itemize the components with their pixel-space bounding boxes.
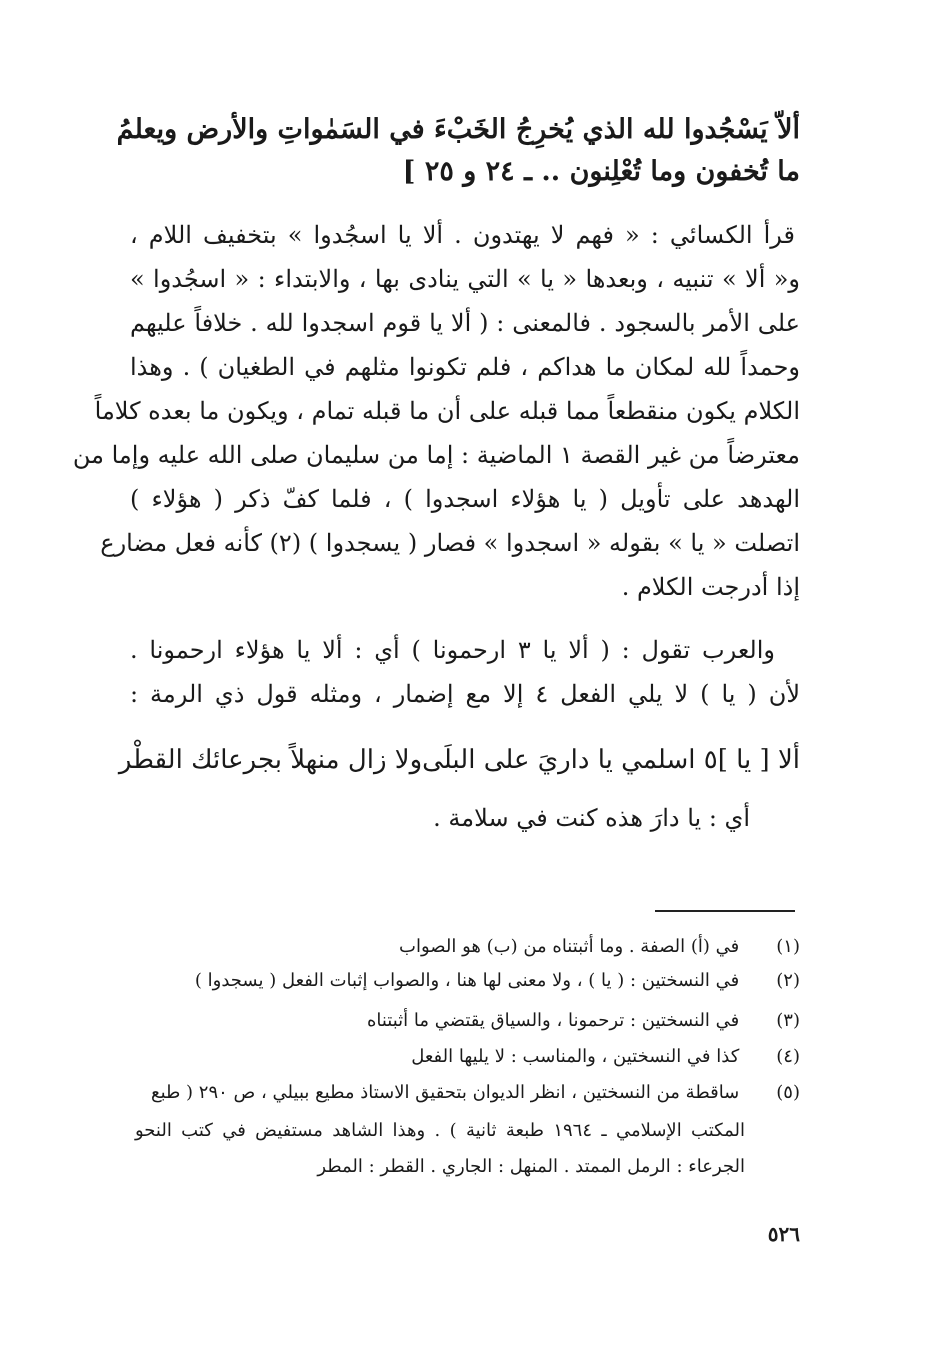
footnote-4 <box>135 1042 800 1072</box>
paragraph-line: على الأمر بالسجود . فالمعنى : ( ألا يا قوم اسجدوا لله . خلافاً عليهم <box>130 309 800 337</box>
footnote-number: (٢) <box>776 970 800 991</box>
footnote-5 <box>135 1078 800 1108</box>
paragraph-line: وحمداً لله لمكان ما هداكم ، فلم تكونوا مثلهم في الطغيان ) . وهذا <box>130 353 800 381</box>
footnote-1 <box>135 932 800 962</box>
paragraph-line: قرأ الكسائي : « فهم لا يهتدون . ألا يا اسجُدوا » بتخفيف اللام ، <box>130 221 795 249</box>
page-number: ٥٢٦ <box>767 1222 800 1246</box>
paragraph-line: الهدهد على تأويل ( يا هؤلاء اسجدوا ) ، فلما كفّ ذكر ( هؤلاء ) <box>130 485 800 513</box>
paragraph-line: اتصلت « يا » بقوله « اسجدوا » فصار ( يسجدوا ) (٢) كأنه فعل مضارع <box>100 529 800 557</box>
paragraph-line: إذا أدرجت الكلام . <box>621 573 800 601</box>
paragraph-line: الكلام يكون منقطعاً مما قبله على أن ما قبله تمام ، ويكون ما بعده كلاماً <box>94 397 800 425</box>
footnote-5-continuation: المكتب الإسلامي ـ ١٩٦٤ طبعة ثانية ) . وهذا الشاهد مستفيض في كتب النحو <box>135 1120 745 1141</box>
footnote-text: ساقطة من النسختين ، انظر الديوان بتحقيق الاستاذ مطيع ببيلي ، ص ٢٩٠ ( طبع <box>150 1082 740 1103</box>
quran-verse-line-1: ألاّ يَسْجُدوا لله الذي يُخرِجُ الخَبْءَ في السَمٰواتِ والأرض ويعلمُ <box>116 114 800 145</box>
footnote-text: كذا في النسختين ، والمناسب : لا يليها الفعل <box>411 1046 740 1067</box>
footnote-text: في (أ) الصفة . وما أثبتناه من (ب) هو الصواب <box>399 936 740 957</box>
paragraph-line: معترضاً من غير القصة ١ الماضية : إما من سليمان صلى الله عليه وإما من <box>72 441 800 469</box>
footnote-number: (٣) <box>776 1010 800 1031</box>
quran-verse-line-2: ما تُخفون وما تُعْلِنون .. ـ ٢٤ و ٢٥ ] <box>402 156 800 187</box>
footnote-3 <box>135 1006 800 1036</box>
poem-hemistich-first: ألا [ يا ]٥ اسلمي يا داريَ على البلَى <box>422 745 800 775</box>
paragraph-line: و« ألا » تنبيه ، وبعدها « يا » التي ينادى بها ، والابتداء : « اسجُدوا » <box>130 265 800 293</box>
footnote-text: في النسختين : ترحمونا ، والسياق يقتضي ما أثبتناه <box>366 1010 740 1031</box>
paragraph-line: والعرب تقول : ( ألا يا ٣ ارحمونا ) أي : ألا يا هؤلاء ارحمونا . <box>130 636 775 664</box>
footnote-2 <box>135 966 800 996</box>
footnote-number: (١) <box>776 936 800 957</box>
footnote-number: (٥) <box>776 1082 800 1103</box>
paragraph-line: لأن ( يا ) لا يلي الفعل ٤ إلا مع إضمار ، ومثله قول ذي الرمة : <box>130 680 801 708</box>
poem-hemistich-second: ولا زال منهلاً بجرعائك القطْر <box>118 745 423 775</box>
poem-explanation: أي : يا دارَ هذه كنت في سلامة . <box>433 804 750 832</box>
poem-verse <box>118 740 800 780</box>
footnote-number: (٤) <box>776 1046 800 1067</box>
footnote-text: في النسختين : ( يا ) ، ولا معنى لها هنا ، والصواب إثبات الفعل ( يسجدوا ) <box>194 970 740 991</box>
footnote-separator <box>655 910 795 912</box>
footnote-5-continuation: الجرعاء : الرمل الممتد . المنهل : الجاري . القطر : المطر <box>317 1156 745 1177</box>
